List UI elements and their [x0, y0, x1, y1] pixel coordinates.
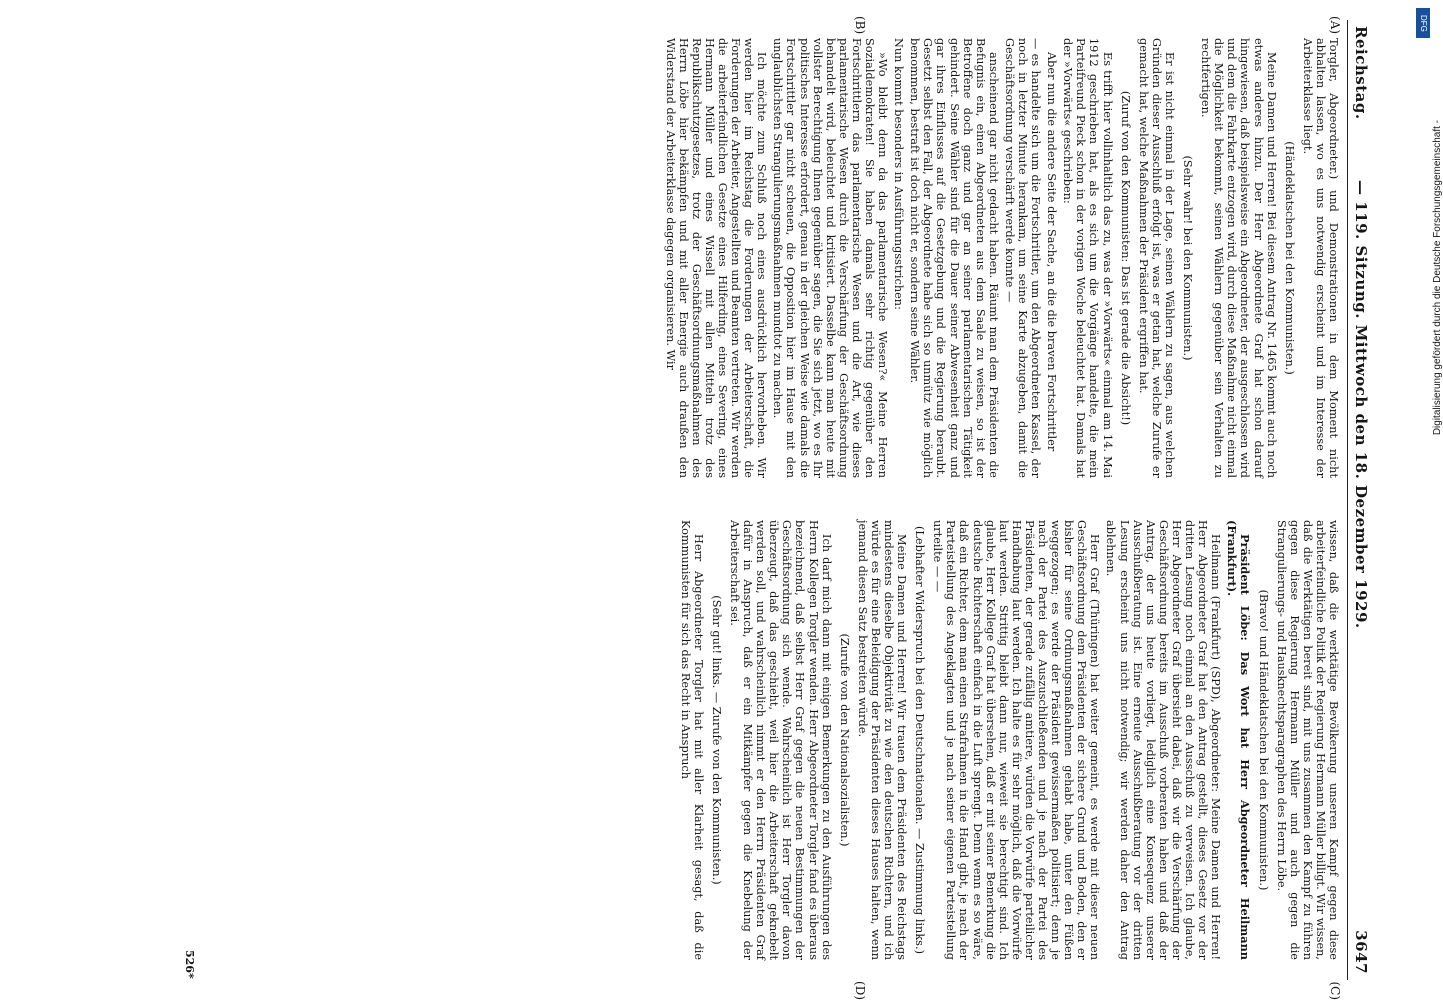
margin-mark-c: (C) — [1328, 981, 1342, 1000]
interjection: (Lebhafter Widerspruch bei den Deutschnationalen. — Zustimmung links.) — [913, 526, 927, 954]
paragraph: Meine Damen und Herren! Wir trauen dem Präsidenten des Reichstags mindestens dieselbe Objektivität zu wie den deutschen Richtern, und ich würde es für eine Beleidigung der Präsidenten dieses Hauses halten, wenn jemand diesen Satz bestreiten würde. — [855, 520, 909, 960]
margin-mark-a: (A) — [1328, 16, 1342, 35]
left-column — [661, 38, 1341, 478]
header-left: Reichstag. — [1352, 26, 1370, 120]
interjection: (Zurufe von den Nationalsozialisten.) — [837, 633, 851, 847]
dfg-credit: Digitalisierung gefördert durch die Deutsche Forschungsgemeinschaft - — [1432, 120, 1443, 436]
rotated-page-content — [62, 16, 1372, 1000]
paragraph: Nun kommt besonders in Ausführungsstrichen: — [892, 38, 906, 310]
quote: anscheinend gar nicht gedacht haben. Räumt man dem Präsidenten die Befugnis ein, einen Abgeordneten aus dem Saale zu weisen, so ist der Betroffene doch ganz und gar an seiner parlamentarischen Tätigkeit gehindert. Seine Wähler sind für die Dauer seiner Abwesenheit ganz und gar ihres Einflusses auf die Gesetzgebung und die Regierung beraubt. Gesetzt selbst den Fall, der Abgeordnete habe sich so unmütz wie möglich benommen, bestraft ist doch nicht er, sondern seine Wähler. — [908, 38, 1000, 478]
margin-mark-b: (B) — [853, 16, 867, 35]
paragraph: »Wo bleibt denn da das parlamentarische Wesen?« Meine Herren Sozialdemokraten! Sie haben damals sehr richtig gegenüber den Fortschrittlern das parlamentarische Wesen und die Art, wie dieses parlamentarische Wesen durch die Verschärfung der Geschäftsordnung behandelt wird, beleuchtet und kritisiert. Dasselbe kann man heute mit vollster Berechtigung Ihnen gegenüber sagen, die Sie sich jetzt, wo es Ihr politisches Interesse erfordert, genau in der gleichen Weise wie damals die Fortschrittler gar nicht scheuen, die Opposition hier im Hause mit den unglaublichsten Strangulierungsmaßnahmen mundtot zu machen. — [771, 38, 890, 478]
header-title: — 119. Sitzung. Mittwoch den 18. Dezember 1929. — [1352, 180, 1370, 629]
interjection: (Zuruf von den Kommunisten: Das ist gerade die Absicht!) — [1118, 90, 1132, 426]
paragraph: Ich möchte zum Schluß noch eines ausdrücklich hervorheben. Wir werden hier im Reichstag die Forderungen der Arbeiterschaft, die Forderungen der Arbeiter, Angestellten und Beamten vertreten. Wir werden die arbeiterfeindlichen Gesetze eines Hilferding, eines Severing, eines Hermann Müller und eines Wissell mit allen Mitteln trotz des Republikschutzgesetzes, trotz der Geschäftsordnungsmaßnahmen des Herrn Löbe hier bekämpfen und mit aller Energie auch draußen den Widerstand der Arbeiterklasse dagegen organisieren. Wir — [663, 38, 769, 478]
margin-mark-d: (D) — [853, 981, 867, 1000]
interjection: (Bravo! und Händeklatschen bei den Kommunisten.) — [1256, 589, 1270, 891]
paragraph: Herr Graf (Thüringen) hat weiter gemeint, es werde mit dieser neuen Geschäftsordnung dem Präsidenten der sichere Grund und Boden, den er bisher für seine Ordnungsmaßnahmen gehabt habe, unter den Füßen weggezogen; es werde der Präsident gewissermaßen politisiert; denn je nach der Partei des Auszuschließenden und je nach der Partei des Präsidenten, der gerade zufällig amtiere, würden die Vorwürfe parteilicher Handhabung laut werden. Ich halte es für sehr möglich, daß die Vorwürfe laut werden. Strittig bleibt dann nur, wieweit sie berechtigt sind. Ich glaube, Herr Kollege Graf hat übersehen, daß er mit seiner Bemerkung die deutsche Richterschaft einfach in die Luft sprengt. Denn wenn es so wäre, daß ein Richter, dem man einen Strafrahmen in die Hand gibt, je nach der Parteistellung des Angeklagten und je nach seiner eigenen Parteistellung urteilte — — — [931, 520, 1102, 960]
paragraph: Heilmann (Frankfurt) (SPD), Abgeordneter: Meine Damen und Herren! Herr Abgeordneter Graf hat den Antrag gestellt, dieses Gesetz vor der dritten Lesung noch einmal an den Ausschuß zu verweisen. Ich glaube, Herr Abgeordneter Graf übersieht dabei, daß wir die Verschärfung der Geschäftsordnung bereits im Ausschuß vorberaten haben und daß der Antrag, der uns heute vorliegt, lediglich eine Konsequenz unserer Ausschußberatung ist. Eine erneute Ausschußberatung vor der dritten Lesung erscheint uns nicht notwendig; wir werden daher den Antrag ablehnen. — [1104, 520, 1223, 960]
footer-number: 526* — [183, 950, 196, 979]
page-number: 3647 — [1352, 930, 1370, 974]
paragraph: — es handelte sich um die Fortschrittler, um den Abgeordneten Kassel, der noch in letzter Minute herankam, um seine Karte abzugeben, damit die Geschäftsordnung verschärft werde konnte — — [1002, 38, 1043, 478]
right-column — [676, 520, 1340, 960]
paragraph: Torgler, Abgeordneter.) und Demonstrationen in dem Moment nicht abhalten lassen, wo es uns notwendig erscheint und im Interesse der Arbeiterklasse liegt. — [1300, 38, 1340, 478]
digitization-sidebar — [1410, 0, 1443, 1000]
dfg-logo: DFG — [1416, 8, 1430, 38]
paragraph: Es trifft hier vollinhaltlich das zu, was der »Vorwärts« einmal am 14. Mai 1912 geschrieben hat, als es sich um die Vorgänge handelte, die mein Parteifreund Pieck schon in der vorigen Woche beleuchtet hat. Damals hat der »Vorwärts« geschrieben: — [1061, 38, 1114, 478]
interjection: (Händeklatschen bei den Kommunisten.) — [1282, 141, 1296, 375]
paragraph: Herr Abgeordneter Torgler hat mit aller Klarheit gesagt, daß die Kommunisten für sich das Recht in Anspruch — [678, 520, 705, 960]
interjection: (Sehr wahr! bei den Kommunisten.) — [1181, 155, 1195, 361]
paragraph: wissen, daß die werktätige Bevölkerung unseren Kampf gegen diese arbeiterfeindliche Politik der Regierung Hermann Müller billigt. Wir wissen, daß die Werktätigen bereit sind, mit uns zusammen den Kampf zu führen gegen diese Regierung Hermann Müller und auch gegen die Strangulierungs- und Hausknechtsparagraphen des Herrn Löbe. — [1274, 520, 1340, 960]
quote: Aber nun die andere Seite der Sache, an die die braven Fortschrittler — [1045, 52, 1059, 452]
page-header — [1347, 20, 1372, 980]
paragraph: Ich darf mich dann mit einigen Bemerkungen zu den Ausführungen des Herrn Kollegen Torgler wenden. Herr Abgeordneter Torgler fand es überaus bezeichnend, daß selbst Herr Graf gegen die neuen Bestimmungen der Geschäftsordnung sich wende. Wahrscheinlich ist Herr Torgler davon überzeugt, daß das geschieht, weil hier die Arbeiterschaft geknebelt werden soll, und wahrscheinlich nimmt er den Herrn Präsidenten Graf dafür in Anspruch, daß er ein Mitkämpfer gegen die Knebelung der Arbeiterschaft sei. — [727, 520, 833, 960]
speaker-announcement: Präsident Löbe: Das Wort hat Herr Abgeordneter Heilmann (Frankfurt). — [1225, 520, 1253, 960]
paragraph: Meine Damen und Herren! Bei diesem Antrag Nr. 1465 kommt auch noch etwas anderes hinzu. Der Herr Abgeordnete Graf hat schon darauf hingewiesen, daß beispielsweise ein Abgeordneter, der ausgeschlossen wird und dem die Fahrkarte entzogen wird, durch diese Maßnahme nicht einmal die Möglichkeit bekommt, seinen Wählern gegenüber sein Verhalten zu rechtfertigen. — [1199, 38, 1278, 478]
interjection: (Sehr gut! links. — Zurufe von den Kommunisten.) — [709, 595, 723, 885]
paragraph: Er ist nicht einmal in der Lage, seinen Wählern zu sagen, aus welchen Gründen dieser Ausschluß erfolgt ist, was er getan hat, welche Zurufe er gemacht hat, welche Maßnahmen der Präsident ergriffen hat. — [1136, 38, 1176, 478]
